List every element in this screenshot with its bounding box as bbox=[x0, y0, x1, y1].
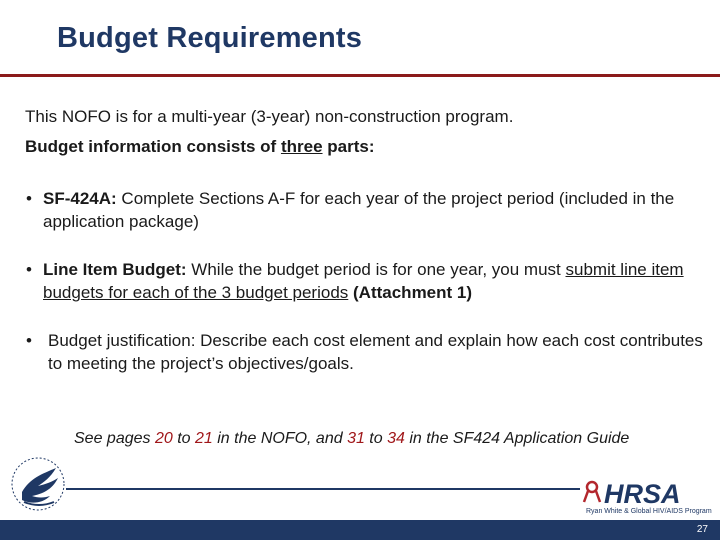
budget-parts-post: parts: bbox=[322, 137, 375, 156]
budget-parts-line bbox=[25, 134, 375, 160]
bullet-sf424a bbox=[26, 187, 706, 233]
page-number: 27 bbox=[696, 524, 708, 535]
bullet-line-item-underlined: submit line item budgets for each of the 3 budget periods bbox=[43, 260, 684, 302]
note-page-number: 20 bbox=[154, 430, 173, 447]
bullet-budget-justification bbox=[26, 329, 706, 375]
hhs-eagle-logo-icon bbox=[8, 448, 68, 525]
note-page-number: 34 bbox=[387, 430, 405, 447]
footer-divider bbox=[66, 488, 580, 490]
note-page-number: 21 bbox=[194, 430, 213, 447]
hrsa-logo bbox=[582, 478, 716, 521]
bullet-dot-icon: • bbox=[26, 260, 32, 279]
note-text: to bbox=[364, 430, 388, 447]
note-text: See pages bbox=[74, 430, 155, 447]
budget-parts-pre: Budget information consists of bbox=[25, 137, 281, 156]
bullet-dot-icon: • bbox=[26, 331, 32, 350]
title-divider bbox=[0, 74, 720, 77]
bullet-dot-icon: • bbox=[26, 189, 32, 208]
bullet-line-item-attachment: (Attachment 1) bbox=[353, 283, 473, 302]
bullet-line-item-label: Line Item Budget: bbox=[43, 260, 187, 279]
note-text: in the NOFO, and bbox=[212, 430, 348, 447]
budget-parts-count: three bbox=[280, 137, 323, 156]
hrsa-tagline: Ryan White & Global HIV/AIDS Program bbox=[586, 508, 712, 515]
page-references-note bbox=[74, 430, 629, 448]
bullet-sf424a-label: SF-424A: bbox=[43, 189, 117, 208]
ribbon-icon bbox=[584, 482, 600, 502]
hrsa-wordmark: HRSA bbox=[604, 479, 681, 509]
note-text: in the SF424 Application Guide bbox=[404, 430, 630, 447]
bullet-sf424a-text: Complete Sections A-F for each year of the project period (included in the application package) bbox=[43, 189, 675, 231]
note-page-number: 31 bbox=[347, 430, 365, 447]
intro-line: This NOFO is for a multi-year (3-year) non-construction program. bbox=[25, 107, 514, 126]
page-title: Budget Requirements bbox=[57, 22, 363, 54]
bullet-line-item-text: While the budget period is for one year, you must bbox=[186, 260, 566, 279]
bullet-budget-justification-text: Budget justification: Describe each cost element and explain how each cost contributes to meeting the project’s objectives/goals. bbox=[48, 331, 703, 373]
footer-bar bbox=[0, 520, 720, 540]
note-text: to bbox=[172, 430, 195, 447]
bullet-line-item-budget bbox=[26, 258, 716, 304]
